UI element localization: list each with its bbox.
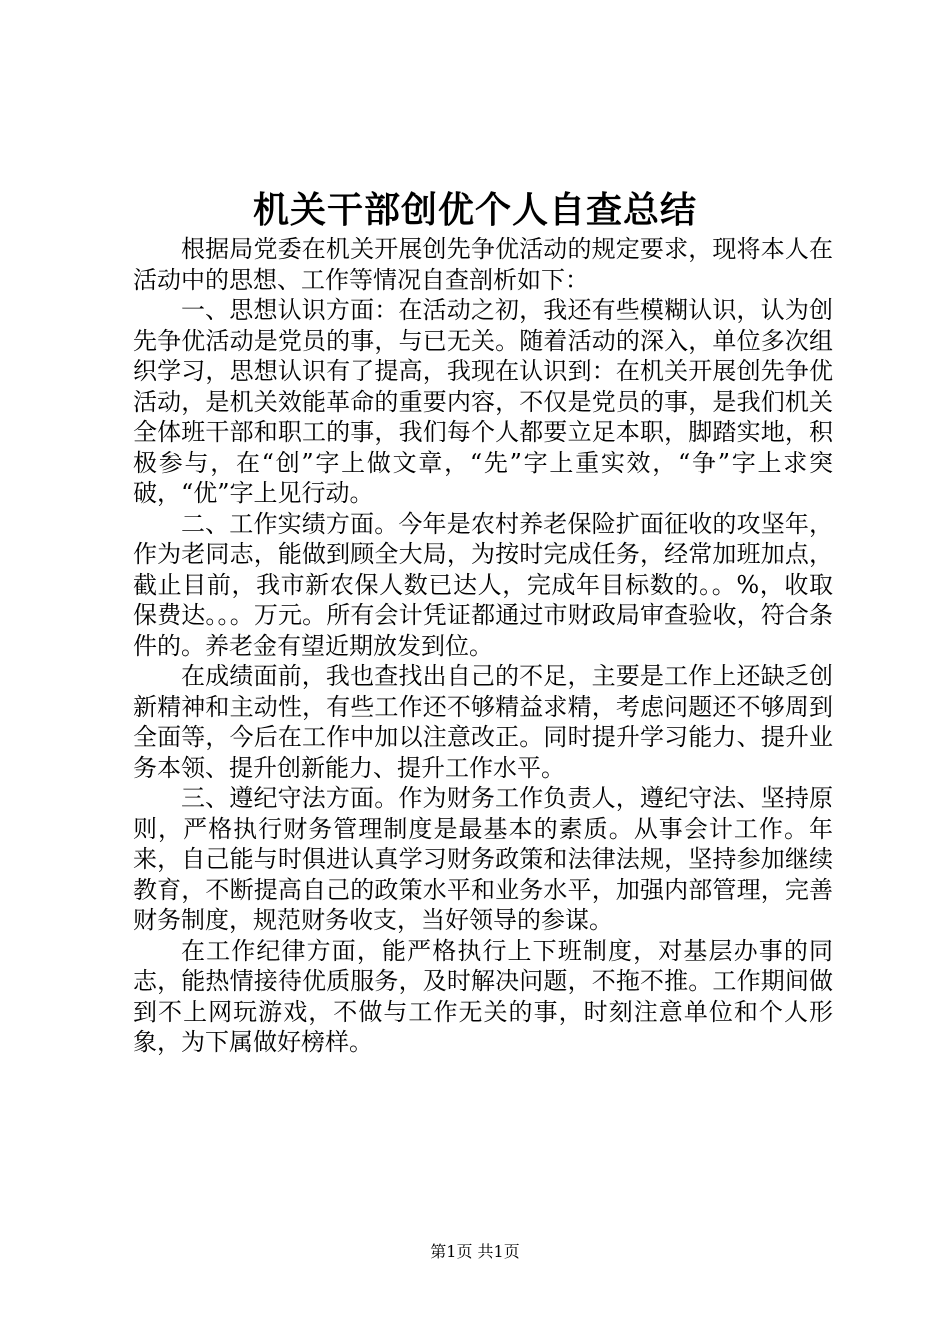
document-title: 机关干部创优个人自查总结 — [252, 189, 697, 231]
paragraph-work-results: 二、工作实绩方面。今年是农村养老保险扩面征收的攻坚年，作为老同志，能做到顾全大局，为按时完成任务，经常加班加点，截止目前，我市新农保人数已达人，完成年目标数的。。%，收取保费达。。。万元。所有会计凭证都通过市财政局审查验收，符合条件的。养老金有望近期放发到位。 — [133, 509, 833, 660]
paragraph-law-compliance: 三、遵纪守法方面。作为财务工作负责人，遵纪守法、坚持原则，严格执行财务管理制度是最基本的素质。从事会计工作。年来，自己能与时俱进认真学习财务政策和法律法规，坚持参加继续教育，不断提高自己的政策水平和业务水平，加强内部管理，完善财务制度，规范财务收支，当好领导的参谋。 — [133, 784, 833, 934]
page-number-footer: 第1页 共1页 — [430, 1242, 520, 1261]
paragraph-work-discipline: 在工作纪律方面，能严格执行上下班制度，对基层办事的同志，能热情接待优质服务，及时解决问题，不拖不推。工作期间做到不上网玩游戏，不做与工作无关的事，时刻注意单位和个人形象，为下属做好榜样。 — [133, 936, 833, 1056]
document-body — [133, 234, 833, 1058]
paragraph-ideology: 一、思想认识方面：在活动之初，我还有些模糊认识，认为创先争优活动是党员的事，与已无关。随着活动的深入，单位多次组织学习，思想认识有了提高，我现在认识到：在机关开展创先争优活动，是机关效能革命的重要内容，不仅是党员的事，是我们机关全体班干部和职工的事，我们每个人都要立足本职，脚踏实地，积极参与，在“创”字上做文章，“先”字上重实效，“争”字上求突破，“优”字上见行动。 — [133, 296, 833, 507]
paragraph-shortcomings: 在成绩面前，我也查找出自己的不足，主要是工作上还缺乏创新精神和主动性，有些工作还不够精益求精，考虑问题还不够周到全面等，今后在工作中加以注意改正。同时提升学习能力、提升业务本领、提升创新能力、提升工作水平。 — [133, 662, 833, 782]
paragraph-intro: 根据局党委在机关开展创先争优活动的规定要求，现将本人在活动中的思想、工作等情况自查剖析如下： — [133, 235, 833, 294]
